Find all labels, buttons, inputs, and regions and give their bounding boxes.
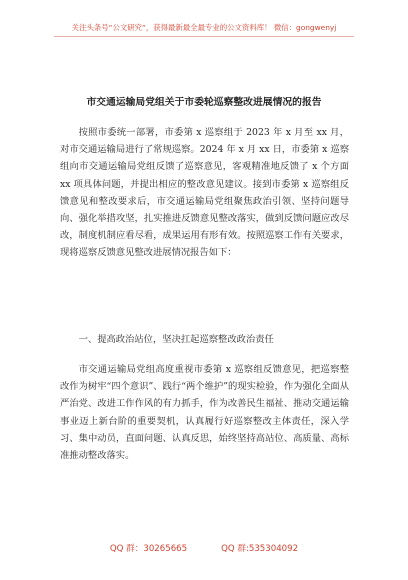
paragraph-text: 市交通运输局党组高度重视市委第 x 巡察组反馈意见，把巡察整改作为树牢“四个意识”、践行“两个维护”的现实检验，作为强化全面从严治党、改进工作作风的有力抓手，作为改善民生福祉、推动交通运输事业迈上新台阶的重要契机，认真履行好巡察整改主体责任，深入学习、集中动员，直面问题、认真反思，始终坚持高站位、高质量、高标准推动整改落实。 (60, 364, 349, 462)
header-divider (54, 36, 354, 37)
footer-qq-group-1: QQ 群：30265665 (109, 544, 188, 554)
header-banner: 关注头条号“公文研究”，获得最新最全最专业的公文资料库！ 微信：gongwenyj (71, 23, 337, 32)
footer-qq-group-2: QQ 群:535304092 (221, 544, 299, 554)
body-paragraph-2 (60, 361, 349, 464)
document-title: 市交通运输局党组关于市委轮巡察整改进展情况的报告 (86, 97, 322, 108)
section-heading-1: 一、提高政治站位，坚决扛起巡察整改政治责任 (78, 334, 274, 345)
paragraph-text: 按照市委统一部署，市委第 x 巡察组于 2023 年 x 月至 xx 月，对市交通运输局进行了常规巡察。2024 年 x 月 xx 日，市委第 x 巡察组向市交通运输局党组反馈了巡察意见，客观精准地反馈了 x 个方面 xx 项具体问题，并提出相应的整改意见建议。接到市委第 x 巡察组反馈意见和整改要求后，市交通运输局党组聚焦政治引领、坚持问题导向、强化举措攻坚，扎实推进反馈意见整改落实，做到反馈问题应改尽改，制度机制应看尽看，成果运用有形有效。按照巡察工作有关要求，现将巡察反馈意见整改进展情况报告如下： (60, 127, 349, 259)
footer-contact (0, 542, 408, 554)
body-paragraph-1 (60, 124, 349, 262)
